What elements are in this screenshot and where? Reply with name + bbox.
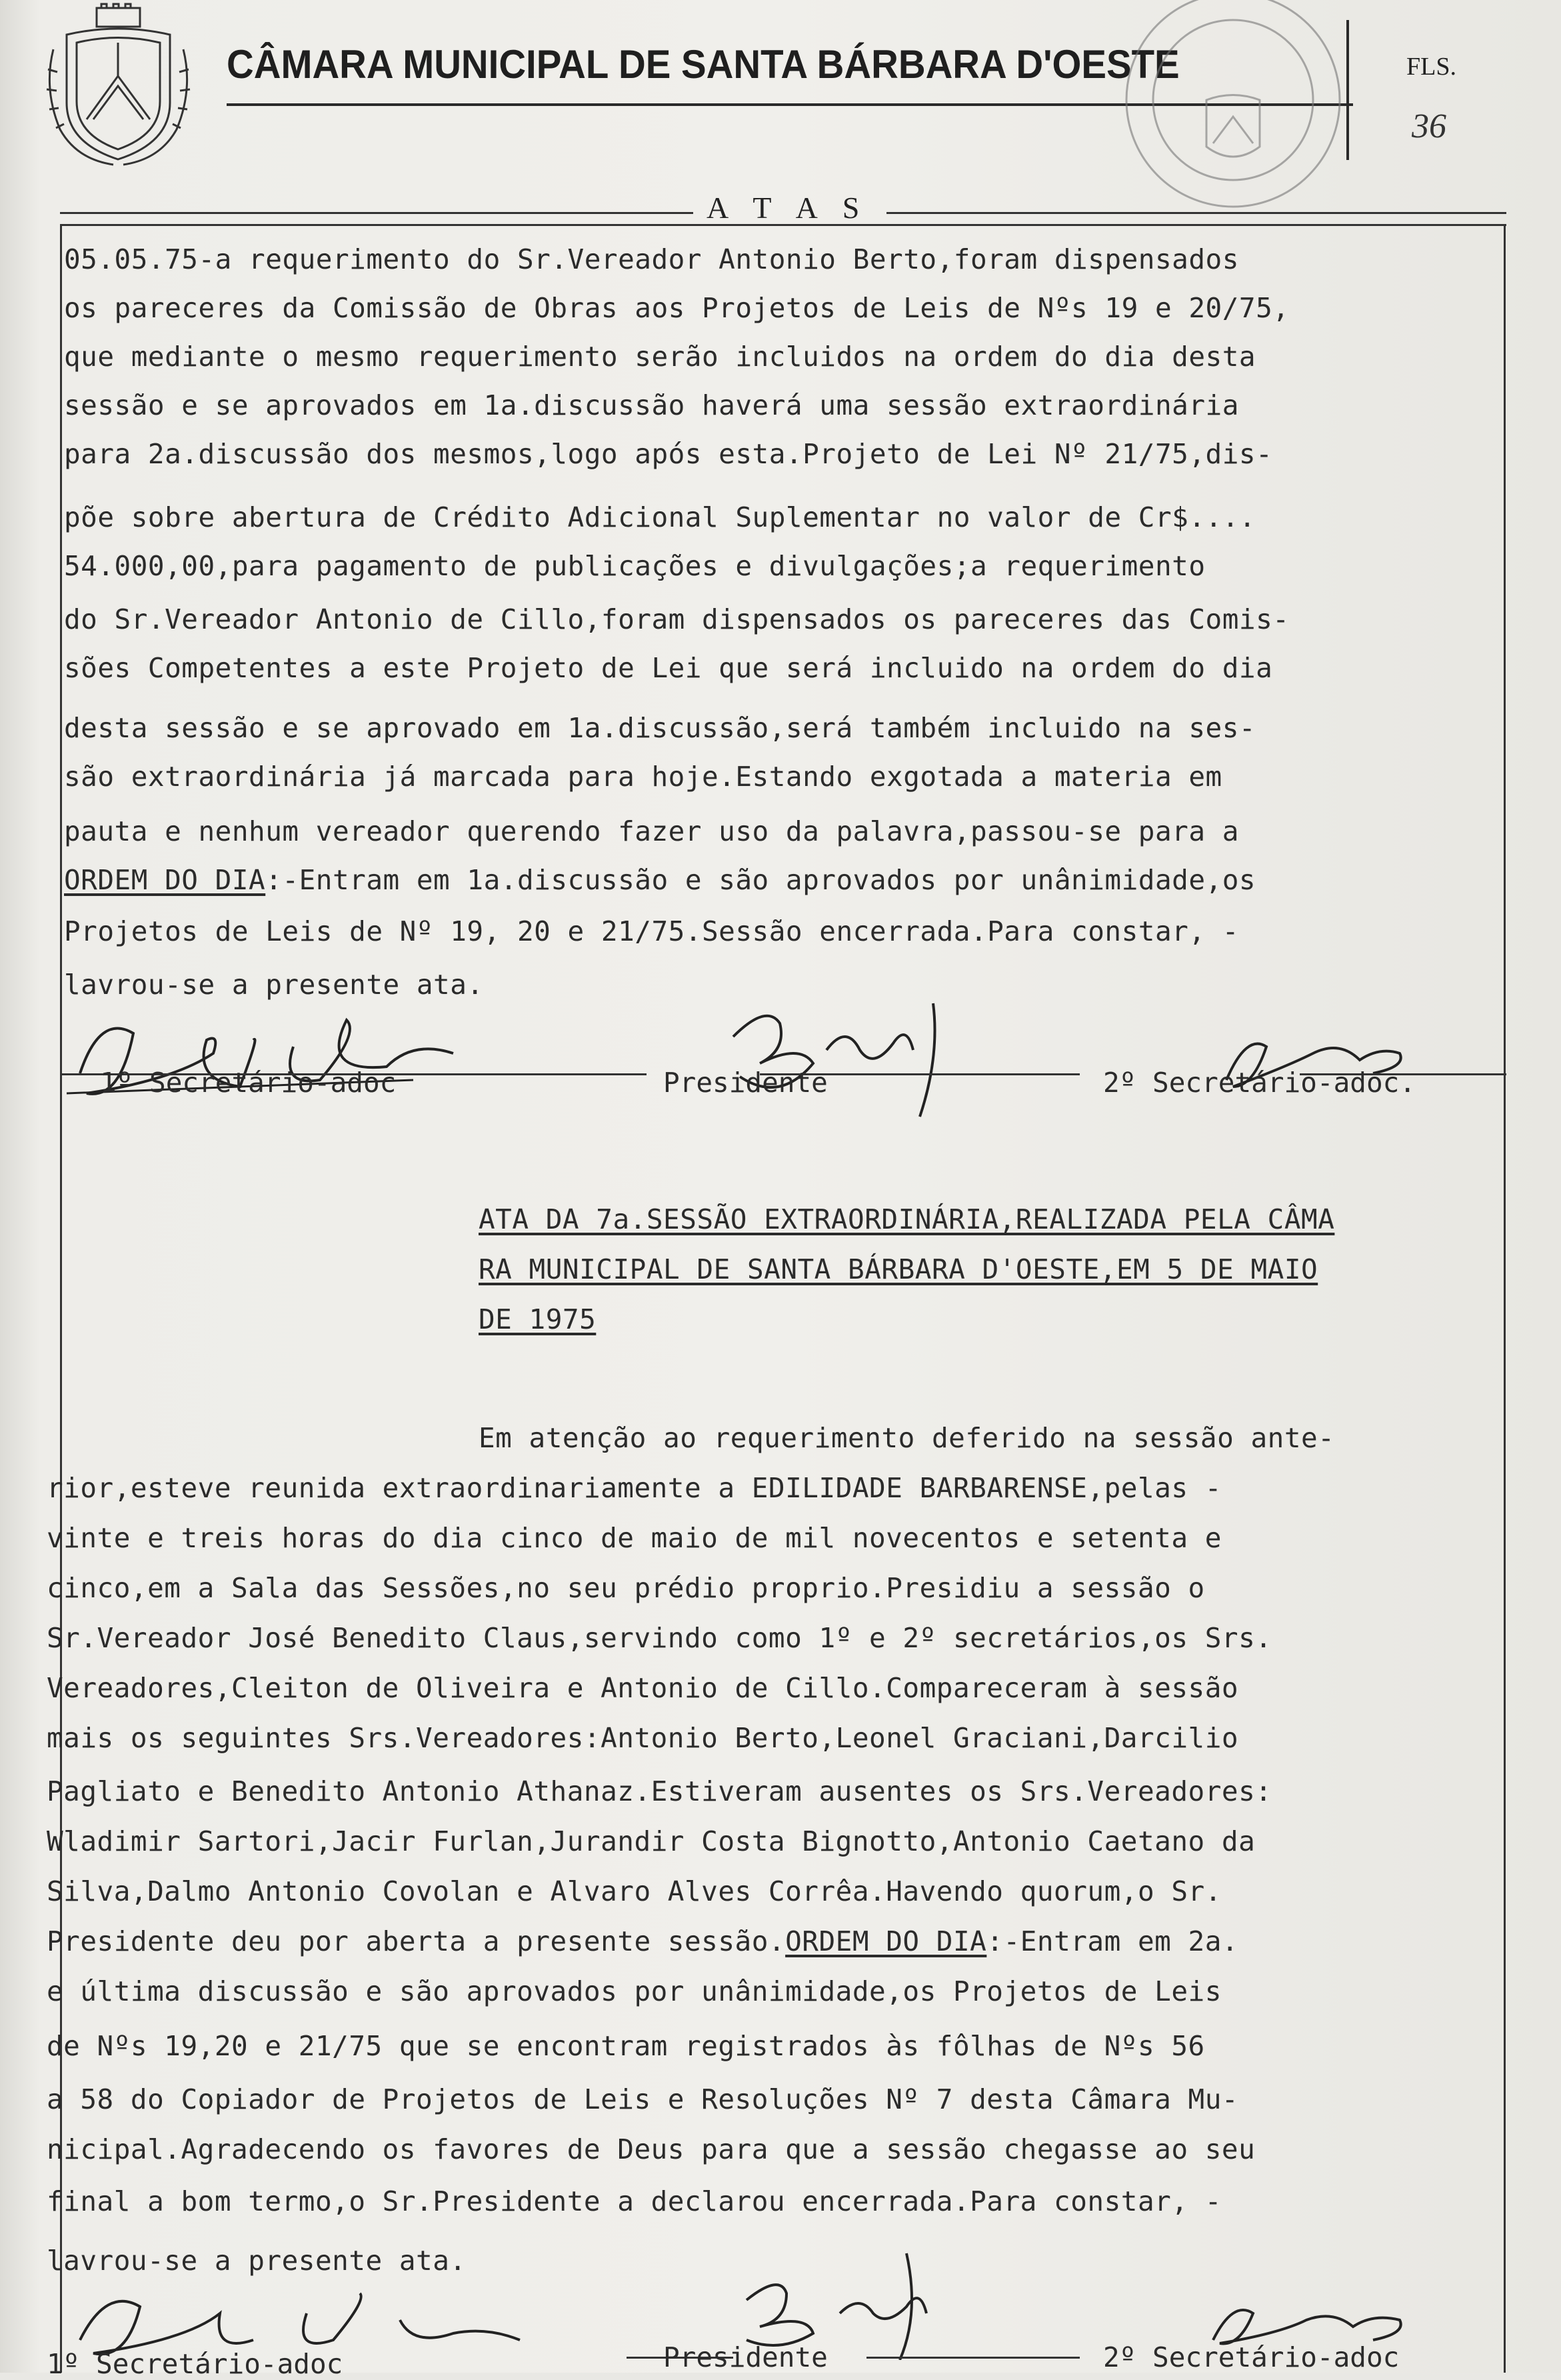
text-line xyxy=(47,1925,1238,1957)
ordem-do-dia-heading: ORDEM DO DIA xyxy=(64,864,266,896)
frame-rule xyxy=(886,212,1506,214)
text-line: lavrou-se a presente ata. xyxy=(47,2245,467,2277)
section-title: A T A S xyxy=(707,191,869,225)
text-line: Wladimir Sartori,Jacir Furlan,Jurandir Costa Bignotto,Antonio Caetano da xyxy=(47,1825,1256,1857)
text-line: Projetos de Leis de Nº 19, 20 e 21/75.Sessão encerrada.Para constar, - xyxy=(64,915,1239,947)
text-line: mais os seguintes Srs.Vereadores:Antonio Berto,Leonel Graciani,Darcilio xyxy=(47,1722,1239,1754)
text-line: lavrou-se a presente ata. xyxy=(64,969,484,1001)
official-stamp-icon xyxy=(1080,0,1373,220)
signature-label-first-secretary: 1º Secretário-adoc xyxy=(100,1067,397,1099)
ata-title-line: RA MUNICIPAL DE SANTA BÁRBARA D'OESTE,EM 5 DE MAIO xyxy=(479,1253,1318,1285)
ordem-do-dia-heading: ORDEM DO DIA xyxy=(785,1925,987,1957)
text-line: 05.05.75-a requerimento do Sr.Vereador Antonio Berto,foram dispensados xyxy=(64,243,1239,275)
text-line: Silva,Dalmo Antonio Covolan e Alvaro Alves Corrêa.Havendo quorum,o Sr. xyxy=(47,1875,1222,1907)
text-line: cinco,em a Sala das Sessões,no seu prédio proprio.Presidiu a sessão o xyxy=(47,1572,1205,1604)
text-line: que mediante o mesmo requerimento serão incluidos na ordem do dia desta xyxy=(64,341,1256,373)
text-line: Em atenção ao requerimento deferido na sessão ante- xyxy=(479,1422,1335,1454)
text-line: rior,esteve reunida extraordinariamente a EDILIDADE BARBARENSE,pelas - xyxy=(47,1472,1222,1504)
text-line: Vereadores,Cleiton de Oliveira e Antonio de Cillo.Compareceram à sessão xyxy=(47,1672,1239,1704)
text-span: :-Entram em 2a. xyxy=(986,1925,1239,1957)
text-line: os pareceres da Comissão de Obras aos Projetos de Leis de Nºs 19 e 20/75, xyxy=(64,292,1290,324)
signature-label-second-secretary: 2º Secretário-adoc. xyxy=(1103,1067,1416,1099)
fls-label: FLS. xyxy=(1406,53,1456,81)
signature-label-first-secretary: 1º Secretário-adoc xyxy=(47,2348,343,2380)
text-line: e última discussão e são aprovados por unânimidade,os Projetos de Leis xyxy=(47,1975,1222,2007)
handwritten-signature-secretary xyxy=(40,993,520,1120)
text-line: sões Competentes a este Projeto de Lei que será incluido na ordem do dia xyxy=(64,652,1273,684)
signature-label-president: Presidente xyxy=(663,1067,828,1099)
text-line: nicipal.Agradecendo os favores de Deus para que a sessão chegasse ao seu xyxy=(47,2133,1256,2165)
text-line: final a bom termo,o Sr.Presidente a declarou encerrada.Para constar, - xyxy=(47,2185,1222,2217)
text-line: 54.000,00,para pagamento de publicações e divulgações;a requerimento xyxy=(64,550,1206,582)
margin-line-right xyxy=(1504,224,1506,2373)
text-line: são extraordinária já marcada para hoje.Estando exgotada a materia em xyxy=(64,761,1222,793)
text-line xyxy=(64,864,1256,896)
signature-label-second-secretary: 2º Secretário-adoc xyxy=(1103,2341,1400,2373)
signature-label-president: Presidente xyxy=(663,2341,828,2373)
coat-of-arms-icon xyxy=(40,3,197,166)
text-span: :-Entram em 1a.discussão e são aprovados por unânimidade,os xyxy=(265,864,1256,896)
text-line: para 2a.discussão dos mesmos,logo após esta.Projeto de Lei Nº 21/75,dis- xyxy=(64,438,1273,470)
handwritten-signature-president xyxy=(693,977,1040,1123)
frame-rule xyxy=(60,212,693,214)
text-line: vinte e treis horas do dia cinco de maio de mil novecentos e setenta e xyxy=(47,1522,1222,1554)
text-span: Presidente deu por aberta a presente sessão. xyxy=(47,1925,786,1957)
ata-title-line: ATA DA 7a.SESSÃO EXTRAORDINÁRIA,REALIZADA PELA CÂMA xyxy=(479,1203,1335,1235)
text-line: a 58 do Copiador de Projetos de Leis e Resoluções Nº 7 desta Câmara Mu- xyxy=(47,2083,1239,2115)
ata-title-line: DE 1975 xyxy=(479,1303,597,1335)
text-line: Pagliato e Benedito Antonio Athanaz.Estiveram ausentes os Srs.Vereadores: xyxy=(47,1775,1272,1807)
text-line: de Nºs 19,20 e 21/75 que se encontram registrados às fôlhas de Nºs 56 xyxy=(47,2030,1205,2062)
text-line: sessão e se aprovados em 1a.discussão haverá uma sessão extraordinária xyxy=(64,389,1239,421)
page-number: 36 xyxy=(1412,107,1446,145)
text-line: desta sessão e se aprovado em 1a.discussão,será também incluido na ses- xyxy=(64,712,1256,744)
header-title: CÂMARA MUNICIPAL DE SANTA BÁRBARA D'OESTE xyxy=(227,42,1180,87)
signature-line xyxy=(866,2357,1080,2359)
handwritten-signature-president xyxy=(707,2227,1026,2360)
text-line: pauta e nenhum vereador querendo fazer uso da palavra,passou-se para a xyxy=(64,815,1239,847)
text-line: Sr.Vereador José Benedito Claus,servindo como 1º e 2º secretários,os Srs. xyxy=(47,1622,1272,1654)
text-line: põe sobre abertura de Crédito Adicional Suplementar no valor de Cr$.... xyxy=(64,501,1256,533)
text-line: do Sr.Vereador Antonio de Cillo,foram dispensados os pareceres das Comis- xyxy=(64,603,1290,635)
